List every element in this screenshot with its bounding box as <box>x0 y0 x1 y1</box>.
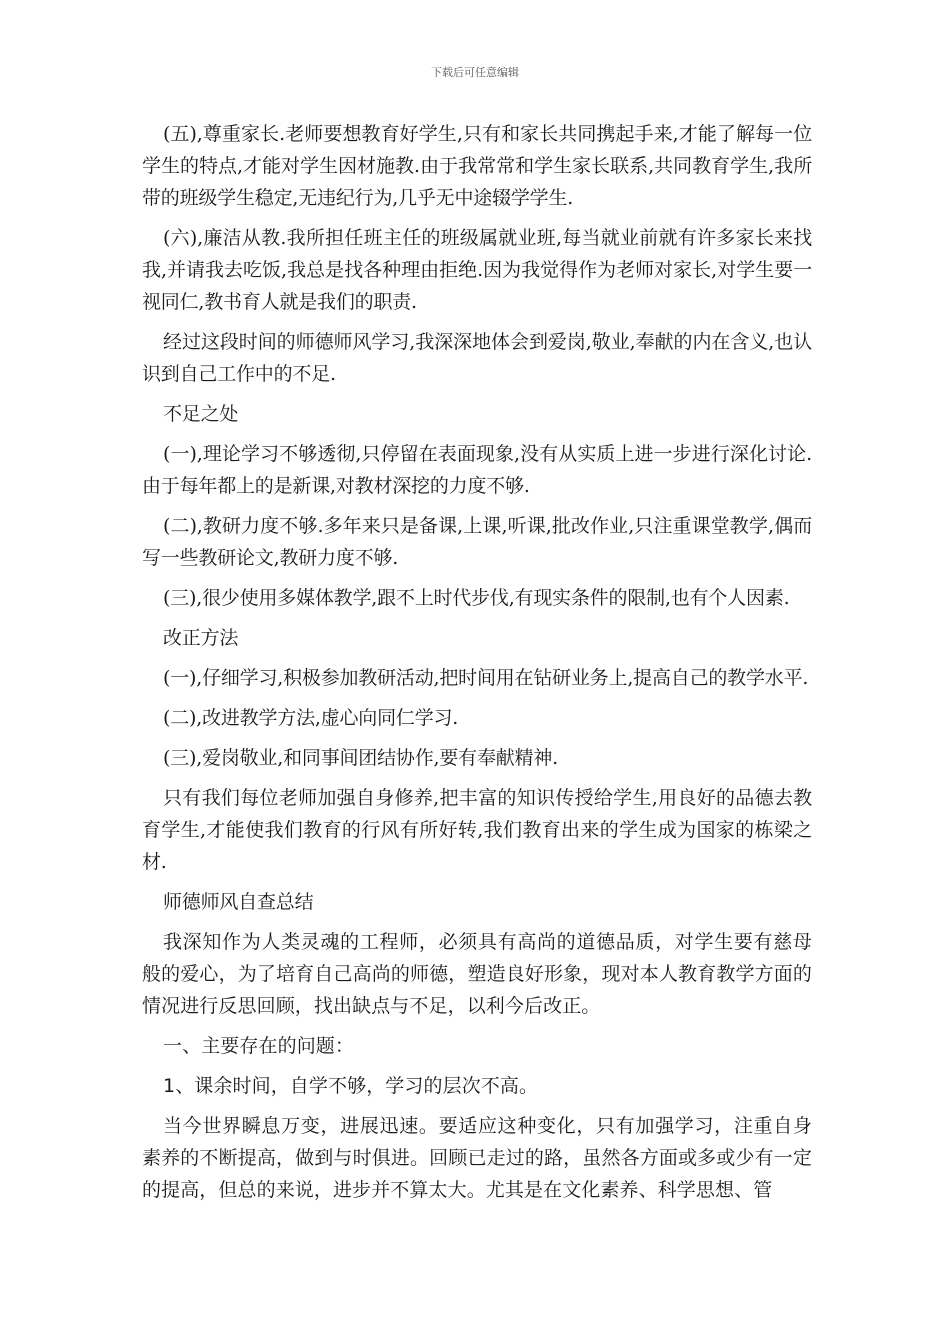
heading-shortcomings: 不足之处 <box>163 403 239 425</box>
paragraph-study-reflection: 经过这段时间的师德师风学习,我深深地体会到爱岗,敬业,奉献的内在含义,也认识到自己工作中的不足. <box>142 331 812 385</box>
paragraph-correction-3: (三),爱岗敬业,和同事间团结协作,要有奉献精神. <box>163 747 558 769</box>
paragraph-problem-1: 1、课余时间，自学不够，学习的层次不高。 <box>163 1075 539 1097</box>
heading-corrections: 改正方法 <box>163 627 239 649</box>
paragraph-problem-1-detail: 当今世界瞬息万变，进展迅速。要适应这种变化，只有加强学习，注重自身素养的不断提高，做到与时俱进。回顾已走过的路，虽然各方面或多或少有一定的提高，但总的来说，进步并不算太大。尤其是在文化素养、科学思想、管 <box>142 1115 812 1201</box>
paragraph-conclusion: 只有我们每位老师加强自身修养,把丰富的知识传授给学生,用良好的品德去教育学生,才能使我们教育的行风有所好转,我们教育出来的学生成为国家的栋梁之材. <box>142 787 812 873</box>
paragraph-respect-parents: (五),尊重家长.老师要想教育好学生,只有和家长共同携起手来,才能了解每一位学生的特点,才能对学生因材施教.由于我常常和学生家长联系,共同教育学生,我所带的班级学生稳定,无违纪行为,几乎无中途辍学学生. <box>142 123 812 209</box>
paragraph-honest-teaching: (六),廉洁从教.我所担任班主任的班级属就业班,每当就业前就有许多家长来找我,并请我去吃饭,我总是找各种理由拒绝.因为我觉得作为老师对家长,对学生要一视同仁,教书育人就是我们的职责. <box>142 227 812 313</box>
paragraph-shortcoming-3: (三),很少使用多媒体教学,跟不上时代步伐,有现实条件的限制,也有个人因素. <box>163 587 790 609</box>
paragraph-correction-2: (二),改进教学方法,虚心向同仁学习. <box>163 707 459 729</box>
paragraph-shortcoming-2: (二),教研力度不够.多年来只是备课,上课,听课,批改作业,只注重课堂教学,偶而写一些教研论文,教研力度不够. <box>142 515 812 569</box>
heading-self-check-summary: 师德师风自查总结 <box>163 891 314 913</box>
page-header: 下载后可任意编辑 <box>431 66 519 79</box>
heading-main-problems: 一、主要存在的问题： <box>163 1035 355 1057</box>
paragraph-summary-intro: 我深知作为人类灵魂的工程师，必须具有高尚的道德品质，对学生要有慈母般的爱心，为了培育自己高尚的师德，塑造良好形象，现对本人教育教学方面的情况进行反思回顾，找出缺点与不足，以利今后改正。 <box>142 931 812 1017</box>
paragraph-correction-1: (一),仔细学习,积极参加教研活动,把时间用在钻研业务上,提高自己的教学水平. <box>163 667 809 689</box>
paragraph-shortcoming-1: (一),理论学习不够透彻,只停留在表面现象,没有从实质上进一步进行深化讨论.由于每年都上的是新课,对教材深挖的力度不够. <box>142 443 812 497</box>
document-body <box>142 118 812 1214</box>
